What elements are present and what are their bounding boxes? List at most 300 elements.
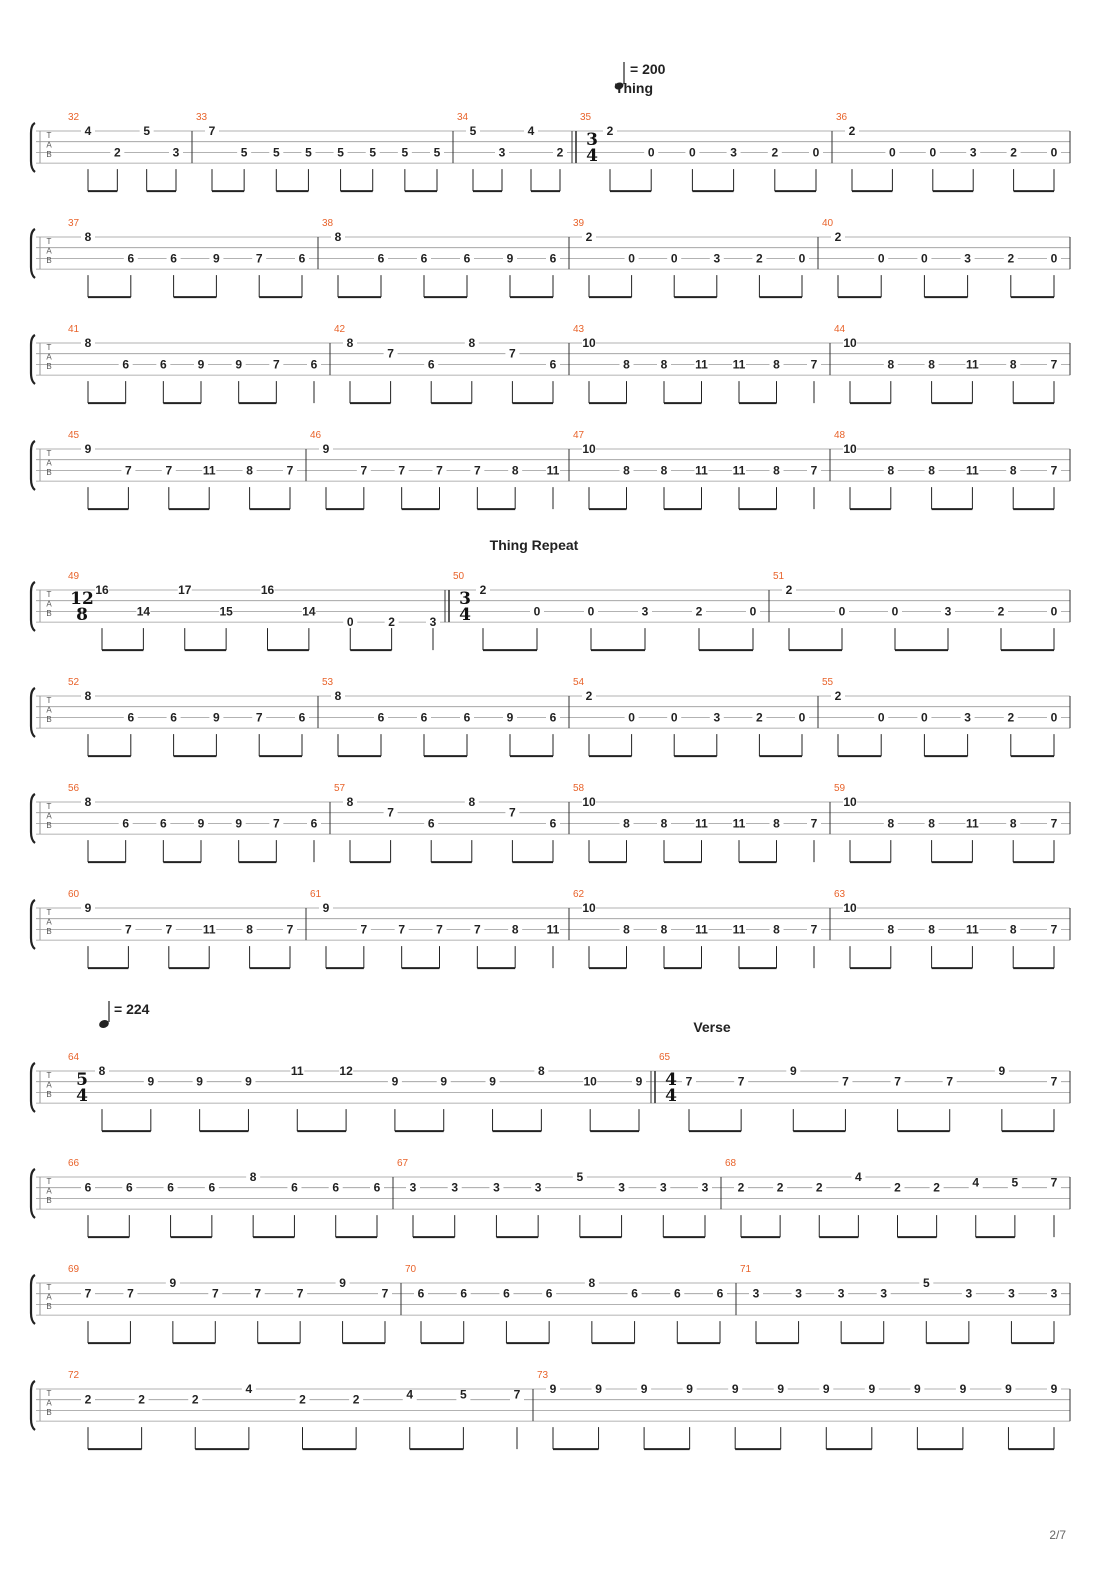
fret-number: 9	[147, 1074, 155, 1089]
measure-number: 39	[573, 218, 585, 229]
fret-number: 9	[322, 901, 330, 915]
fret-number: 3	[429, 615, 437, 630]
fret-number: 2	[834, 689, 842, 703]
fret-number: 8	[928, 816, 935, 831]
measure-73	[537, 1370, 1061, 1449]
measure-number: 34	[457, 112, 469, 123]
fret-number: 7	[1050, 357, 1058, 372]
time-signature-top: 5	[76, 1070, 88, 1090]
fret-number: 5	[922, 1276, 930, 1290]
fret-number: 3	[969, 145, 977, 160]
fret-number: 11	[202, 922, 216, 937]
tab-clef-letter: T	[46, 343, 52, 352]
fret-number: 8	[887, 463, 895, 478]
fret-number: 8	[468, 336, 476, 350]
measure-42	[334, 324, 560, 403]
fret-number: 7	[255, 710, 263, 725]
fret-number: 7	[125, 463, 132, 478]
page-number: 2/7	[1049, 1528, 1066, 1542]
fret-number: 7	[513, 1387, 521, 1402]
fret-number: 11	[732, 816, 746, 831]
measure-number: 48	[834, 430, 846, 441]
fret-number: 7	[810, 922, 818, 937]
fret-number: 9	[777, 1382, 785, 1396]
fret-number: 7	[272, 816, 280, 831]
measure-36	[836, 112, 1061, 191]
fret-number: 14	[136, 604, 151, 619]
tab-clef-letter: B	[46, 362, 52, 371]
fret-number: 0	[798, 251, 806, 266]
fret-number: 10	[583, 1074, 597, 1089]
fret-number: 6	[463, 251, 471, 266]
fret-number: 8	[887, 816, 895, 831]
tab-clef-letter: T	[46, 1071, 52, 1080]
fret-number: 5	[337, 145, 344, 160]
fret-number: 9	[1050, 1382, 1058, 1396]
fret-number: 6	[167, 1180, 174, 1195]
tab-system	[31, 889, 1070, 968]
fret-number: 8	[1009, 922, 1017, 937]
system-brace	[31, 688, 35, 737]
fret-number: 2	[479, 583, 487, 597]
fret-number: 0	[798, 710, 806, 725]
system-brace	[31, 229, 35, 278]
measure-62	[573, 889, 821, 968]
fret-number: 0	[877, 251, 885, 266]
measure-61	[310, 889, 560, 968]
fret-number: 10	[582, 336, 596, 350]
fret-number: 6	[298, 710, 306, 725]
measure-number: 64	[68, 1052, 80, 1063]
fret-number: 5	[1011, 1175, 1019, 1190]
fret-number: 0	[838, 604, 846, 619]
measure-number: 56	[68, 783, 80, 794]
fret-number: 2	[84, 1392, 92, 1407]
measure-68	[725, 1158, 1061, 1237]
tab-clef-letter: A	[46, 705, 52, 715]
fret-number: 11	[732, 357, 746, 372]
system-brace	[31, 1275, 35, 1324]
fret-number: 2	[815, 1180, 823, 1195]
fret-number: 8	[623, 357, 630, 372]
fret-number: 9	[914, 1382, 921, 1396]
measure-number: 62	[573, 889, 585, 900]
fret-number: 2	[191, 1392, 199, 1407]
fret-number: 9	[959, 1382, 967, 1396]
fret-number: 7	[360, 463, 368, 478]
fret-number: 2	[352, 1392, 360, 1407]
fret-number: 8	[1009, 463, 1017, 478]
fret-number: 0	[1050, 604, 1058, 619]
fret-number: 11	[966, 463, 979, 478]
fret-number: 2	[388, 615, 395, 630]
fret-number: 6	[420, 710, 428, 725]
tab-clef-letter: A	[46, 246, 52, 256]
fret-number: 9	[868, 1382, 876, 1396]
tab-clef-letter: B	[46, 468, 52, 477]
fret-number: 5	[305, 145, 312, 160]
fret-number: 2	[848, 124, 856, 138]
fret-number: 6	[208, 1180, 216, 1195]
fret-number: 2	[771, 145, 779, 160]
fret-number: 6	[84, 1180, 92, 1195]
fret-number: 2	[299, 1392, 306, 1407]
fret-number: 6	[549, 710, 557, 725]
fret-number: 9	[213, 710, 220, 725]
fret-number: 8	[588, 1276, 596, 1290]
fret-number: 8	[1009, 357, 1017, 372]
system-brace	[31, 794, 35, 843]
measure-51	[773, 571, 1061, 650]
fret-number: 3	[837, 1286, 845, 1301]
tab-system	[31, 112, 1070, 191]
fret-number: 6	[122, 816, 130, 831]
fret-number: 7	[685, 1074, 693, 1089]
fret-number: 8	[84, 689, 92, 703]
fret-number: 2	[695, 604, 703, 619]
fret-number: 11	[732, 922, 746, 937]
fret-number: 3	[965, 1286, 973, 1301]
measure-number: 32	[68, 112, 80, 123]
measure-number: 50	[453, 571, 465, 582]
tab-clef-letter: T	[46, 802, 52, 811]
fret-number: 3	[1050, 1286, 1058, 1301]
tab-clef-letter: A	[46, 458, 52, 468]
tab-clef-letter: B	[46, 821, 52, 830]
fret-number: 11	[966, 357, 979, 372]
fret-number: 7	[810, 816, 818, 831]
fret-number: 8	[660, 816, 668, 831]
fret-number: 7	[208, 124, 216, 138]
fret-number: 5	[460, 1387, 467, 1402]
measure-64	[68, 1052, 646, 1131]
tab-system	[31, 430, 1070, 509]
measure-69	[68, 1264, 392, 1343]
fret-number: 7	[296, 1286, 304, 1301]
measure-58	[573, 783, 821, 862]
fret-number: 0	[670, 251, 678, 266]
fret-number: 8	[773, 816, 780, 831]
fret-number: 11	[695, 816, 708, 831]
measure-number: 47	[573, 430, 585, 441]
fret-number: 8	[511, 463, 519, 478]
fret-number: 3	[498, 145, 506, 160]
fret-number: 7	[473, 922, 481, 937]
fret-number: 7	[255, 251, 263, 266]
fret-number: 16	[260, 583, 275, 597]
fret-number: 8	[887, 357, 895, 372]
fret-number: 0	[587, 604, 595, 619]
fret-number: 9	[731, 1382, 739, 1396]
fret-number: 6	[460, 1286, 468, 1301]
fret-number: 3	[795, 1286, 802, 1301]
fret-number: 8	[84, 230, 92, 244]
fret-number: 9	[549, 1382, 557, 1396]
fret-number: 7	[737, 1074, 745, 1089]
fret-number: 0	[749, 604, 757, 619]
tab-system	[31, 1370, 1070, 1449]
measure-number: 61	[310, 889, 322, 900]
fret-number: 8	[773, 922, 780, 937]
measure-41	[68, 324, 321, 403]
fret-number: 8	[334, 230, 342, 244]
fret-number: 9	[640, 1382, 648, 1396]
measure-35	[580, 112, 823, 191]
fret-number: 10	[582, 795, 596, 809]
fret-number: 7	[1050, 922, 1058, 937]
section-marker-thing-repeat: Thing Repeat	[489, 537, 579, 553]
fret-number: 3	[713, 710, 721, 725]
measure-number: 68	[725, 1158, 737, 1169]
measure-number: 43	[573, 324, 585, 335]
fret-number: 11	[202, 463, 216, 478]
fret-number: 3	[493, 1180, 500, 1195]
fret-number: 8	[468, 795, 476, 809]
time-signature-bottom: 4	[459, 605, 471, 625]
system-brace	[31, 900, 35, 949]
fret-number: 3	[730, 145, 737, 160]
fret-number: 7	[398, 463, 406, 478]
fret-number: 9	[235, 816, 243, 831]
tab-clef-letter: T	[46, 696, 52, 705]
fret-number: 9	[595, 1382, 602, 1396]
system-brace	[31, 582, 35, 631]
fret-number: 9	[197, 357, 205, 372]
tab-clef-letter: T	[46, 1177, 52, 1186]
fret-number: 9	[998, 1064, 1006, 1078]
fret-number: 2	[138, 1392, 145, 1407]
tab-clef-letter: B	[46, 609, 52, 618]
fret-number: 8	[928, 357, 935, 372]
fret-number: 10	[582, 901, 596, 915]
fret-number: 8	[660, 922, 668, 937]
tempo-text: = 200	[630, 61, 666, 77]
fret-number: 6	[170, 710, 177, 725]
quarter-note-icon	[98, 1019, 110, 1030]
fret-number: 2	[776, 1180, 784, 1195]
measure-50	[453, 571, 760, 650]
measure-52	[68, 677, 309, 756]
fret-number: 8	[346, 336, 354, 350]
measure-number: 63	[834, 889, 846, 900]
measure-56	[68, 783, 321, 862]
fret-number: 7	[387, 346, 394, 361]
fret-number: 7	[894, 1074, 901, 1089]
system-brace	[31, 335, 35, 384]
fret-number: 7	[286, 922, 294, 937]
fret-number: 0	[689, 145, 696, 160]
fret-number: 3	[964, 710, 971, 725]
fret-number: 2	[785, 583, 793, 597]
fret-number: 6	[377, 251, 385, 266]
fret-number: 7	[810, 463, 818, 478]
measure-45	[68, 430, 297, 509]
fret-number: 0	[628, 710, 635, 725]
fret-number: 7	[509, 805, 516, 820]
fret-number: 3	[944, 604, 952, 619]
tab-system	[31, 324, 1070, 403]
tab-clef-letter: A	[46, 352, 52, 362]
tab-system	[31, 218, 1070, 297]
fret-number: 7	[381, 1286, 389, 1301]
fret-number: 9	[245, 1074, 252, 1089]
tempo-text: = 224	[114, 1001, 150, 1017]
tab-system	[31, 571, 1070, 650]
fret-number: 11	[695, 463, 708, 478]
measure-number: 37	[68, 218, 80, 229]
fret-number: 2	[756, 251, 763, 266]
fret-number: 7	[125, 922, 132, 937]
measure-number: 66	[68, 1158, 80, 1169]
fret-number: 7	[1050, 1175, 1058, 1190]
fret-number: 5	[576, 1170, 584, 1184]
measure-number: 45	[68, 430, 80, 441]
measure-39	[573, 218, 809, 297]
fret-number: 4	[972, 1175, 980, 1190]
fret-number: 8	[623, 922, 630, 937]
fret-number: 2	[1010, 145, 1017, 160]
fret-number: 3	[880, 1286, 888, 1301]
fret-number: 0	[1050, 145, 1058, 160]
tab-clef-letter: B	[46, 1196, 52, 1205]
fret-number: 9	[84, 442, 92, 456]
fret-number: 6	[310, 357, 318, 372]
fret-number: 7	[946, 1074, 954, 1089]
tab-clef-letter: A	[46, 599, 52, 609]
tab-system	[31, 1264, 1070, 1343]
fret-number: 8	[346, 795, 354, 809]
fret-number: 2	[894, 1180, 901, 1195]
measure-49	[68, 571, 440, 650]
measure-43	[573, 324, 821, 403]
measure-number: 42	[334, 324, 346, 335]
fret-number: 0	[647, 145, 655, 160]
fret-number: 2	[1007, 251, 1015, 266]
measure-number: 57	[334, 783, 346, 794]
fret-number: 6	[420, 251, 428, 266]
tab-clef-letter: T	[46, 1283, 52, 1292]
tab-clef-letter: T	[46, 1389, 52, 1398]
fret-number: 9	[196, 1074, 203, 1089]
fret-number: 11	[546, 922, 560, 937]
fret-number: 17	[178, 583, 192, 597]
fret-number: 5	[240, 145, 248, 160]
fret-number: 3	[964, 251, 971, 266]
fret-number: 7	[165, 922, 173, 937]
fret-number: 8	[538, 1064, 545, 1078]
measure-72	[68, 1370, 524, 1449]
fret-number: 6	[127, 710, 135, 725]
fret-number: 9	[322, 442, 330, 456]
measure-34	[457, 112, 567, 191]
fret-number: 8	[773, 357, 780, 372]
measure-number: 52	[68, 677, 80, 688]
measure-47	[573, 430, 821, 509]
measure-number: 67	[397, 1158, 409, 1169]
fret-number: 6	[332, 1180, 340, 1195]
measure-number: 36	[836, 112, 848, 123]
measure-70	[405, 1264, 727, 1343]
measure-38	[322, 218, 560, 297]
measure-number: 51	[773, 571, 785, 582]
tab-clef-letter: B	[46, 1302, 52, 1311]
fret-number: 9	[391, 1074, 399, 1089]
fret-number: 2	[1007, 710, 1015, 725]
fret-number: 8	[98, 1064, 106, 1078]
fret-number: 8	[84, 336, 92, 350]
measure-number: 38	[322, 218, 334, 229]
fret-number: 7	[211, 1286, 219, 1301]
fret-number: 8	[246, 463, 253, 478]
fret-number: 0	[628, 251, 635, 266]
time-signature-top: 3	[586, 130, 598, 150]
fret-number: 9	[635, 1074, 643, 1089]
fret-number: 3	[641, 604, 649, 619]
system-brace	[31, 441, 35, 490]
tab-clef-letter: A	[46, 1398, 52, 1408]
measure-number: 53	[322, 677, 334, 688]
fret-number: 7	[127, 1286, 134, 1301]
measure-33	[196, 112, 444, 191]
measure-54	[573, 677, 809, 756]
measure-number: 58	[573, 783, 585, 794]
fret-number: 0	[670, 710, 678, 725]
time-signature-bottom: 4	[586, 146, 598, 166]
tab-clef-letter: B	[46, 1408, 52, 1417]
tab-clef-letter: T	[46, 908, 52, 917]
tab-clef-letter: T	[46, 131, 52, 140]
fret-number: 8	[511, 922, 519, 937]
fret-number: 6	[291, 1180, 298, 1195]
fret-number: 3	[701, 1180, 709, 1195]
fret-number: 0	[533, 604, 541, 619]
measure-number: 44	[834, 324, 846, 335]
fret-number: 9	[822, 1382, 830, 1396]
fret-number: 4	[527, 124, 535, 138]
fret-number: 2	[585, 230, 593, 244]
fret-number: 8	[1009, 816, 1017, 831]
fret-number: 8	[84, 795, 92, 809]
measure-59	[834, 783, 1061, 862]
fret-number: 7	[84, 1286, 92, 1301]
tab-clef-letter: T	[46, 590, 52, 599]
tab-clef-letter: T	[46, 449, 52, 458]
fret-number: 6	[427, 357, 435, 372]
fret-number: 2	[756, 710, 763, 725]
tab-clef-letter: A	[46, 1080, 52, 1090]
fret-number: 9	[440, 1074, 448, 1089]
measure-number: 72	[68, 1370, 80, 1381]
tab-system	[31, 677, 1070, 756]
fret-number: 6	[549, 251, 557, 266]
fret-number: 0	[1050, 251, 1058, 266]
fret-number: 9	[339, 1276, 346, 1290]
system-brace	[31, 1063, 35, 1112]
fret-number: 4	[245, 1382, 253, 1396]
fret-number: 3	[451, 1180, 459, 1195]
fret-number: 7	[509, 346, 516, 361]
fret-number: 6	[373, 1180, 381, 1195]
time-signature-top: 3	[459, 589, 471, 609]
fret-number: 3	[534, 1180, 542, 1195]
fret-number: 7	[398, 922, 406, 937]
measure-66	[68, 1158, 384, 1237]
tab-clef-letter: A	[46, 811, 52, 821]
system-brace	[31, 1169, 35, 1218]
fret-number: 5	[272, 145, 280, 160]
tab-clef-letter: B	[46, 1090, 52, 1099]
fret-number: 3	[172, 145, 180, 160]
